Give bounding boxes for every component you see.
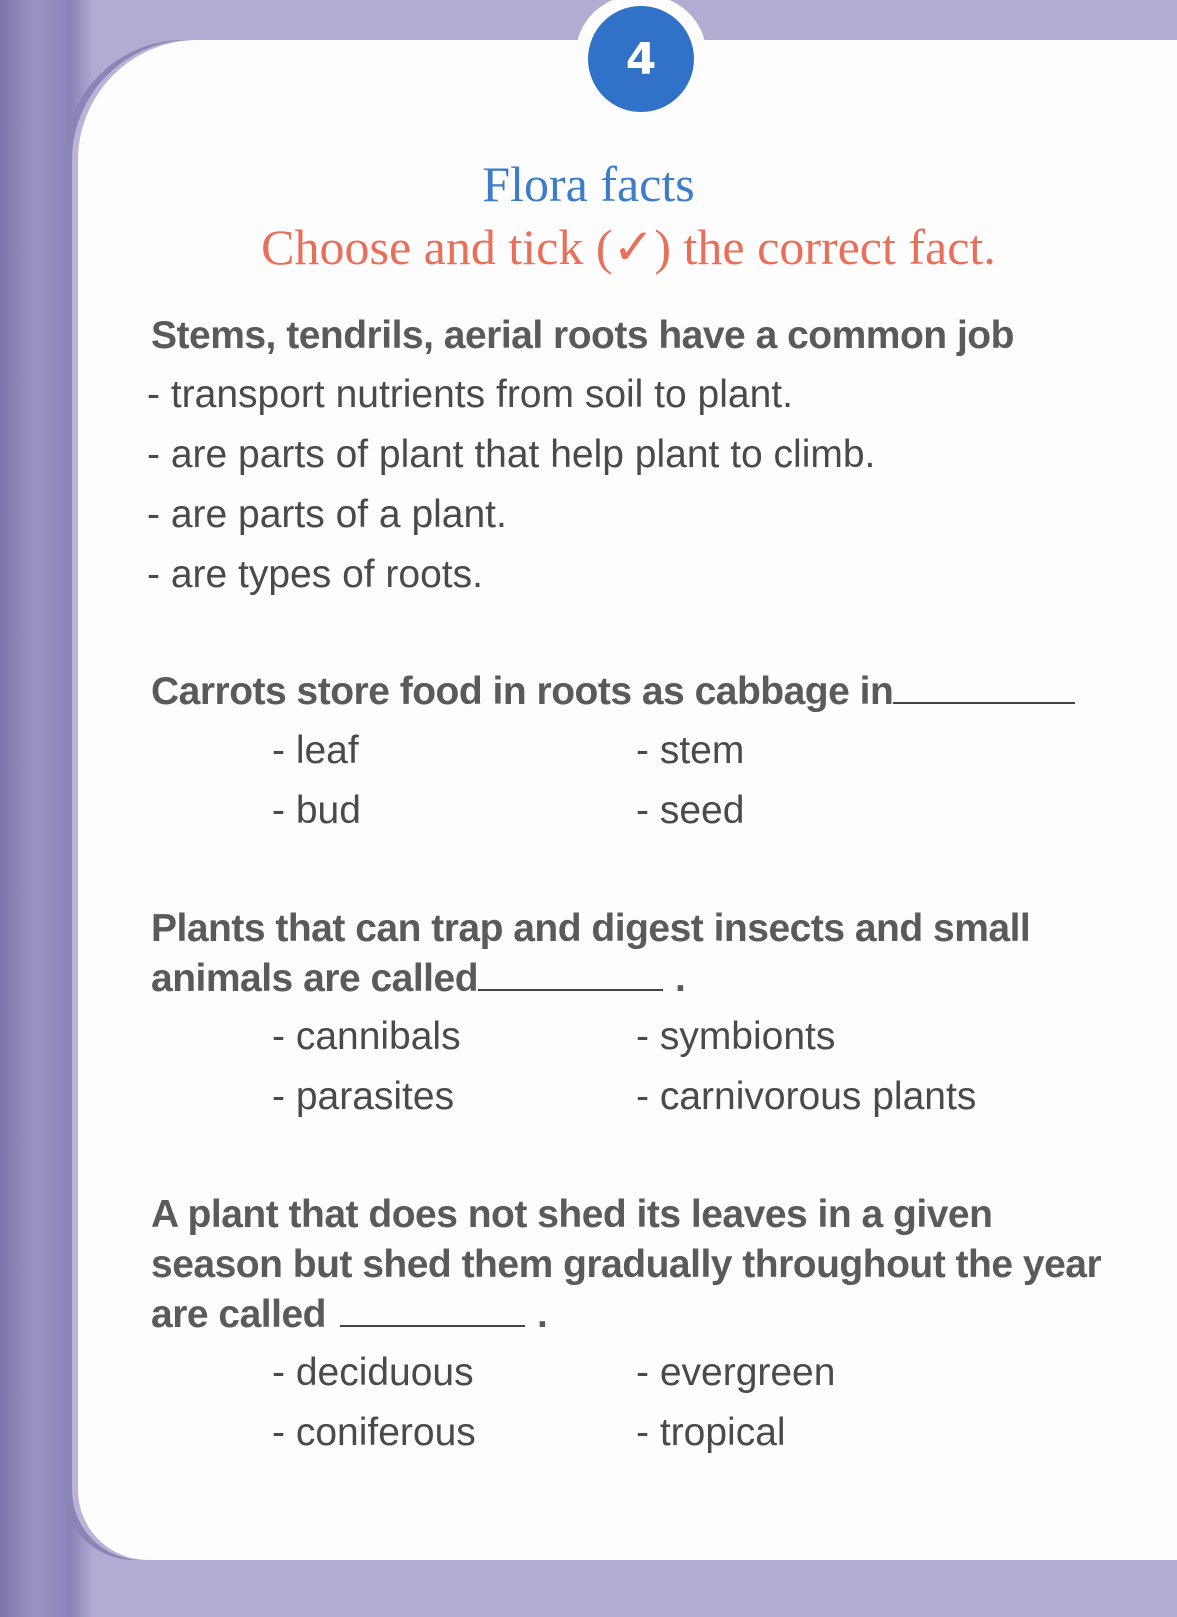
q2-option-1[interactable]: - leaf [272, 729, 359, 772]
q2-option-4[interactable]: - seed [636, 789, 745, 832]
question-2 [151, 667, 1075, 717]
instruction-before: Choose and tick ( [261, 219, 613, 275]
page-number-badge: 4 [588, 6, 694, 112]
q2-option-2[interactable]: - stem [636, 729, 745, 772]
question-3-line-2 [151, 954, 1030, 1004]
q1-option-3[interactable]: - are parts of a plant. [147, 493, 507, 536]
answer-blank[interactable] [340, 1324, 525, 1327]
question-3-end: . [675, 957, 686, 1000]
question-4-end: . [536, 1293, 548, 1336]
q4-option-3[interactable]: - coniferous [272, 1411, 476, 1454]
q3-option-2[interactable]: - symbionts [636, 1015, 836, 1058]
question-1: Stems, tendrils, aerial roots have a common job [151, 314, 1014, 357]
q4-option-1[interactable]: - deciduous [272, 1351, 474, 1394]
question-4-line-3-text: are called [151, 1293, 326, 1336]
question-3-line-1: Plants that can trap and digest insects and small [151, 907, 1031, 950]
question-4 [151, 1190, 1101, 1340]
page-title: Flora facts [482, 156, 695, 212]
q3-option-4[interactable]: - carnivorous plants [636, 1075, 977, 1118]
question-4-line-3 [151, 1290, 1101, 1340]
q3-option-1[interactable]: - cannibals [272, 1015, 461, 1058]
question-3 [151, 904, 1030, 1004]
q1-option-4[interactable]: - are types of roots. [147, 553, 483, 596]
q1-option-2[interactable]: - are parts of plant that help plant to climb. [147, 433, 876, 476]
instruction [40, 218, 1177, 276]
q1-option-1[interactable]: - transport nutrients from soil to plant. [147, 373, 793, 416]
q3-option-3[interactable]: - parasites [272, 1075, 455, 1118]
tick-icon: ✓ [612, 218, 655, 276]
question-2-text: Carrots store food in roots as cabbage in [151, 670, 894, 713]
question-4-line-1: A plant that does not shed its leaves in a given [151, 1193, 993, 1236]
question-4-line-2: season but shed them gradually throughout the year [151, 1243, 1102, 1286]
instruction-after: ) the correct fact. [654, 219, 996, 275]
answer-blank[interactable] [478, 988, 663, 991]
question-3-line-2-text: animals are called [151, 957, 479, 1000]
answer-blank[interactable] [893, 701, 1075, 704]
q4-option-4[interactable]: - tropical [636, 1411, 786, 1454]
q2-option-3[interactable]: - bud [272, 789, 361, 832]
q4-option-2[interactable]: - evergreen [636, 1351, 836, 1394]
